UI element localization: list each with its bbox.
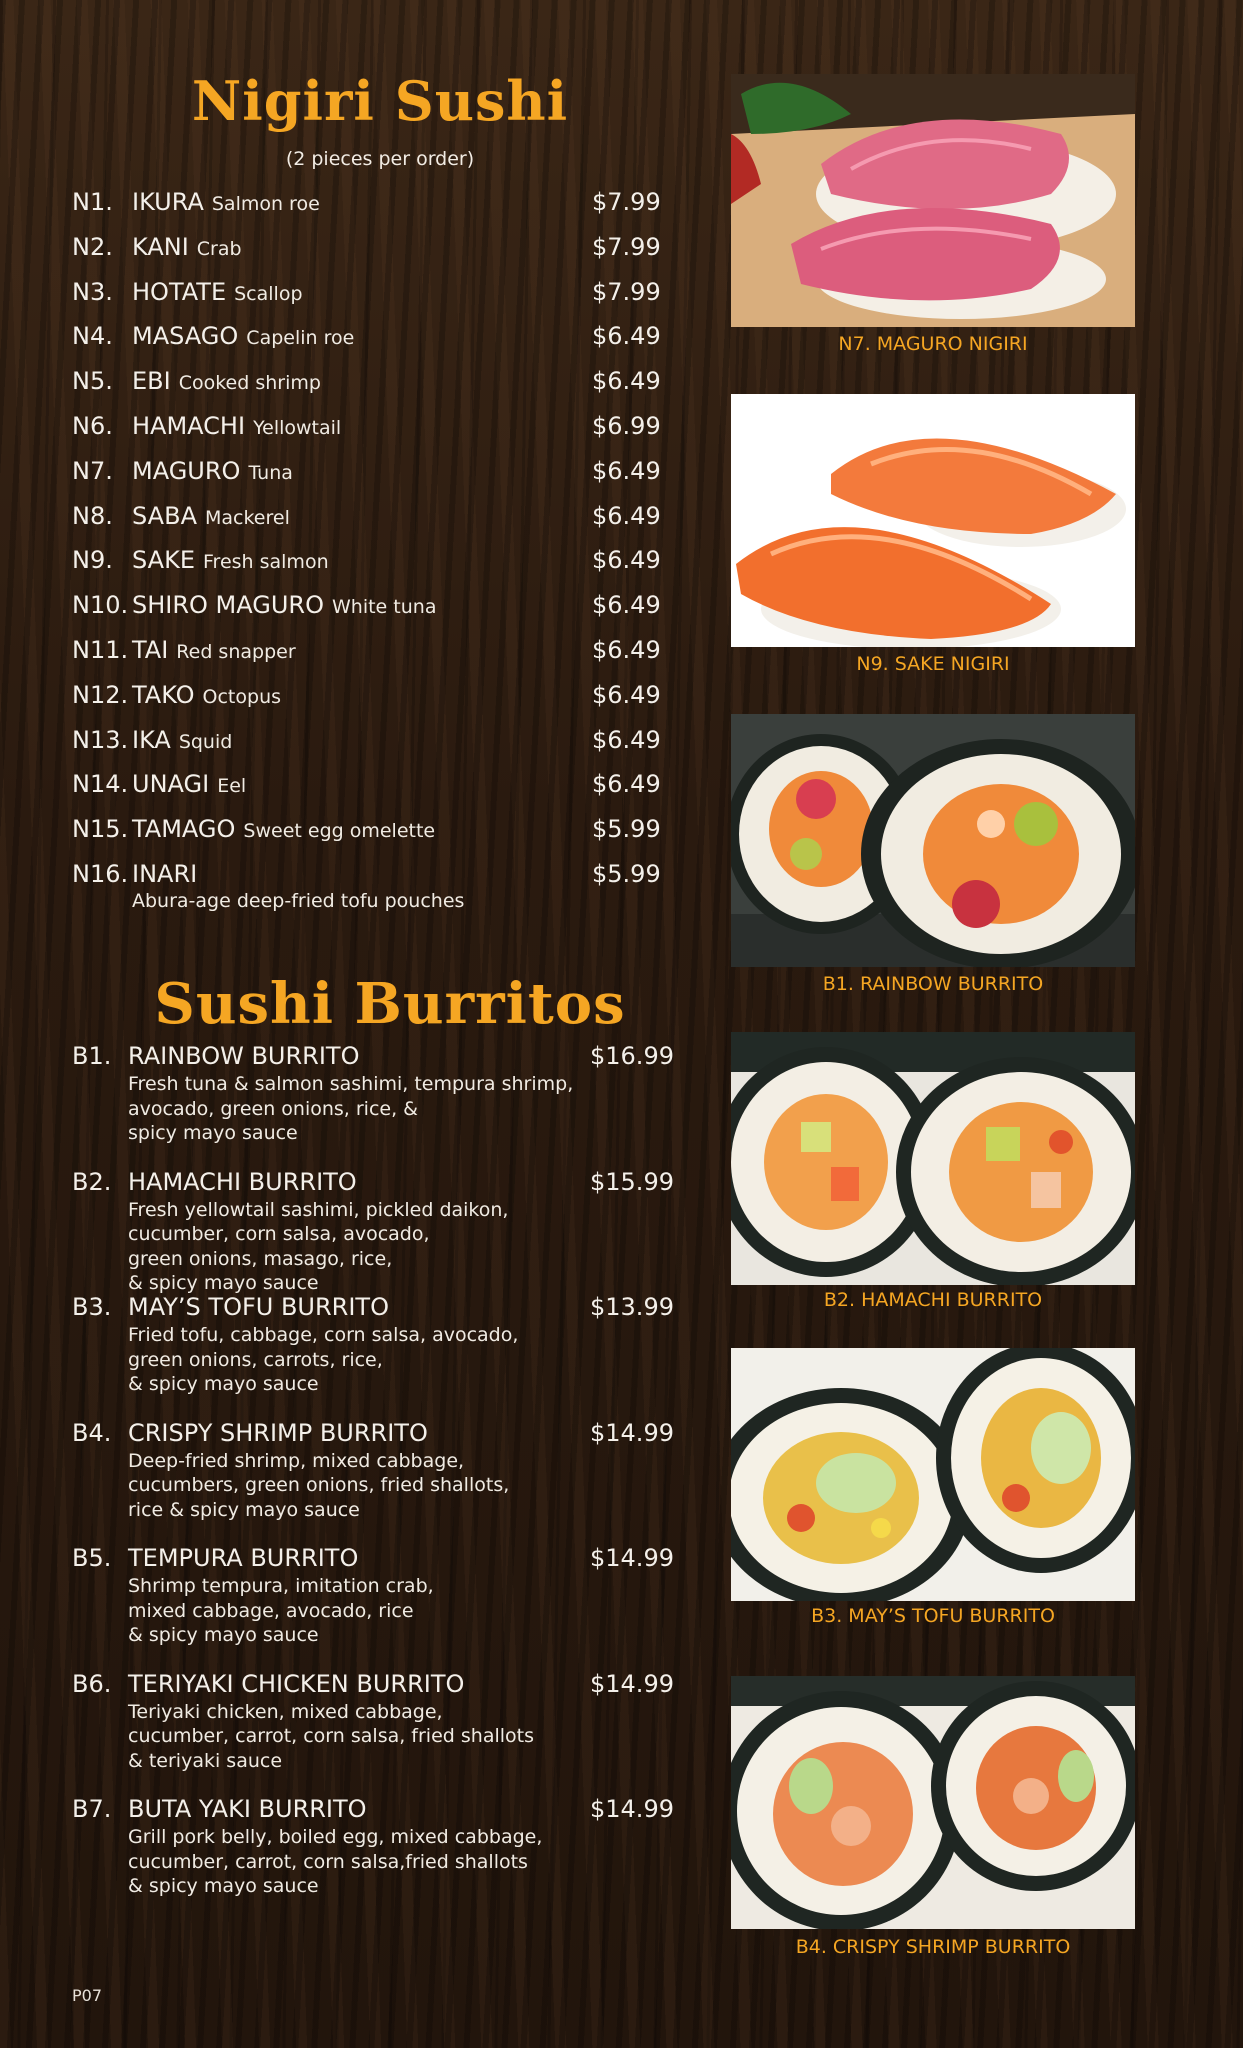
- item-description-secondary: Abura-age deep-fried tofu pouches: [132, 889, 465, 912]
- item-code: N8.: [72, 501, 113, 530]
- nigiri-item: [72, 634, 672, 679]
- item-description: Tuna: [248, 461, 293, 484]
- item-description: [128, 1574, 588, 1648]
- description-line: & spicy mayo sauce: [128, 1373, 319, 1395]
- rainbow-burrito-image: [731, 714, 1135, 967]
- photo-caption: N7. MAGURO NIGIRI: [838, 333, 1028, 355]
- item-name: MAY’S TOFU BURRITO: [128, 1293, 389, 1321]
- description-line: cucumbers, green onions, fried shallots,: [128, 1474, 510, 1496]
- item-price: $14.99: [590, 1669, 674, 1698]
- description-line: green onions, carrots, rice,: [128, 1348, 383, 1371]
- item-code: N5.: [72, 367, 113, 396]
- item-code: N7.: [72, 456, 113, 485]
- item-price: $16.99: [590, 1042, 674, 1070]
- item-price: $7.99: [592, 277, 661, 306]
- item-price: $5.99: [592, 859, 661, 888]
- item-description: Capelin roe: [246, 327, 355, 350]
- item-name-text: SAKE: [132, 546, 195, 575]
- photo-caption: B4. CRISPY SHRIMP BURRITO: [795, 1936, 1071, 1958]
- burrito-section-title: Sushi Burritos: [154, 971, 626, 1037]
- description-line: avocado, green onions, rice, &: [128, 1097, 418, 1120]
- item-name: BUTA YAKI BURRITO: [128, 1795, 367, 1823]
- description-line: Deep-fried shrimp, mixed cabbage,: [128, 1449, 465, 1472]
- item-code: B2.: [72, 1167, 112, 1196]
- nigiri-item: [72, 724, 672, 769]
- description-line: spicy mayo sauce: [128, 1122, 298, 1144]
- photo-caption: B1. RAINBOW BURRITO: [822, 973, 1044, 995]
- item-price: $6.49: [592, 770, 661, 799]
- item-name-text: HAMACHI: [132, 411, 246, 440]
- hamachi-burrito-image: [731, 1032, 1135, 1285]
- item-description: Octopus: [202, 685, 282, 708]
- item-name: [132, 726, 232, 754]
- item-code: N1.: [72, 188, 113, 216]
- description-line: & spicy mayo sauce: [128, 1624, 319, 1646]
- item-price: $6.99: [592, 411, 661, 440]
- nigiri-item: [72, 768, 672, 813]
- item-code: N10.: [72, 591, 129, 620]
- photo-caption: B2. HAMACHI BURRITO: [823, 1289, 1043, 1311]
- page-number: P07: [72, 1986, 103, 2005]
- item-name-text: IKA: [132, 725, 171, 754]
- description-line: mixed cabbage, avocado, rice: [128, 1599, 414, 1622]
- nigiri-item: [72, 186, 672, 231]
- item-price: $14.99: [590, 1795, 674, 1823]
- item-description: Crab: [196, 237, 242, 260]
- item-name: [132, 502, 290, 530]
- item-name-text: TAMAGO: [132, 815, 236, 844]
- item-name: [132, 681, 281, 709]
- item-code: N3.: [72, 277, 113, 306]
- item-description: Yellowtail: [253, 416, 342, 439]
- item-description: [128, 1323, 588, 1397]
- item-description: [128, 1198, 588, 1296]
- nigiri-item: [72, 365, 672, 410]
- description-line: cucumber, corn salsa, avocado,: [128, 1223, 430, 1245]
- item-description: White tuna: [332, 596, 437, 619]
- burrito-list: [72, 1042, 692, 1921]
- item-description: Cooked shrimp: [178, 372, 321, 395]
- item-name-text: EBI: [132, 367, 171, 396]
- description-line: & spicy mayo sauce: [128, 1875, 319, 1897]
- nigiri-subtitle: (2 pieces per order): [285, 148, 475, 170]
- item-description: Sweet egg omelette: [243, 820, 436, 843]
- item-description: [128, 1449, 588, 1523]
- photo-crispy-shrimp-burrito: [731, 1676, 1135, 1929]
- item-name: [132, 457, 293, 485]
- tofu-burrito-image: [731, 1348, 1135, 1601]
- item-price: $6.49: [592, 456, 661, 485]
- item-name-text: TAI: [132, 635, 169, 664]
- item-name-text: MASAGO: [132, 322, 239, 351]
- item-price: $14.99: [590, 1418, 674, 1447]
- item-name: [132, 322, 354, 350]
- photo-hamachi-burrito: [731, 1032, 1135, 1285]
- description-line: Fresh yellowtail sashimi, pickled daikon,: [128, 1198, 509, 1221]
- description-line: Shrimp tempura, imitation crab,: [128, 1575, 434, 1597]
- item-price: $6.49: [592, 591, 661, 620]
- burrito-item: [72, 1293, 692, 1419]
- item-name: [132, 636, 296, 664]
- burrito-item: [72, 1670, 692, 1796]
- item-name: [132, 770, 246, 798]
- item-code: N15.: [72, 815, 129, 844]
- item-price: $5.99: [592, 815, 661, 844]
- item-code: N13.: [72, 725, 129, 754]
- item-code: N16.: [72, 859, 129, 888]
- item-name-text: HOTATE: [132, 277, 227, 306]
- nigiri-item: [72, 544, 672, 589]
- description-line: & teriyaki sauce: [128, 1749, 283, 1772]
- item-name: [132, 815, 435, 843]
- item-description: Fresh salmon: [203, 551, 329, 574]
- item-name: HAMACHI BURRITO: [128, 1167, 357, 1196]
- item-description: [128, 1825, 588, 1899]
- description-line: green onions, masago, rice,: [128, 1247, 393, 1270]
- burrito-item: [72, 1168, 692, 1294]
- photo-mays-tofu-burrito: [731, 1348, 1135, 1601]
- photo-sake-nigiri: [731, 394, 1135, 647]
- description-line: Grill pork belly, boiled egg, mixed cabbage,: [128, 1826, 543, 1848]
- item-code: B7.: [72, 1795, 112, 1823]
- maguro-nigiri-image: [731, 74, 1135, 327]
- item-name: TERIYAKI CHICKEN BURRITO: [128, 1669, 465, 1698]
- item-description: Squid: [178, 730, 233, 753]
- item-price: $6.49: [592, 501, 661, 530]
- item-price: $6.49: [592, 367, 661, 396]
- item-name: [132, 860, 205, 888]
- nigiri-item: [72, 679, 672, 724]
- item-name-text: IKURA: [132, 188, 204, 216]
- item-price: $7.99: [592, 232, 661, 261]
- item-price: $13.99: [590, 1293, 674, 1321]
- item-code: N2.: [72, 232, 113, 261]
- item-code: N11.: [72, 635, 129, 664]
- item-code: B5.: [72, 1544, 112, 1572]
- burrito-item: [72, 1042, 692, 1168]
- item-price: $6.49: [592, 322, 661, 351]
- item-name: CRISPY SHRIMP BURRITO: [128, 1418, 428, 1447]
- description-line: Fresh tuna & salmon sashimi, tempura shrimp,: [128, 1073, 574, 1095]
- nigiri-item: [72, 455, 672, 500]
- item-description: Scallop: [234, 282, 303, 305]
- shrimp-burrito-image: [731, 1676, 1135, 1929]
- item-name-text: SHIRO MAGURO: [132, 591, 324, 620]
- item-code: N14.: [72, 770, 129, 799]
- item-name: [132, 546, 329, 574]
- photo-maguro-nigiri: [731, 74, 1135, 327]
- description-line: cucumber, carrot, corn salsa,fried shallots: [128, 1850, 528, 1873]
- item-price: $7.99: [592, 188, 661, 216]
- item-code: B3.: [72, 1293, 112, 1321]
- item-code: B1.: [72, 1042, 112, 1070]
- photo-caption: B3. MAY’S TOFU BURRITO: [811, 1605, 1055, 1627]
- item-name-text: SABA: [132, 501, 197, 530]
- item-name: [132, 367, 321, 395]
- nigiri-item: [72, 276, 672, 321]
- item-description: Eel: [217, 775, 247, 798]
- description-line: Teriyaki chicken, mixed cabbage,: [128, 1700, 443, 1723]
- item-name: [132, 412, 341, 440]
- photo-caption: N9. SAKE NIGIRI: [856, 653, 1010, 675]
- item-price: $6.49: [592, 725, 661, 754]
- item-price: $6.49: [592, 546, 661, 575]
- nigiri-item: [72, 410, 672, 455]
- nigiri-list: [72, 186, 672, 912]
- description-line: & spicy mayo sauce: [128, 1272, 319, 1294]
- description-line: cucumber, carrot, corn salsa, fried shallots: [128, 1725, 534, 1747]
- item-name: RAINBOW BURRITO: [128, 1042, 360, 1070]
- photo-rainbow-burrito: [731, 714, 1135, 967]
- item-name-text: KANI: [132, 232, 189, 261]
- description-line: Fried tofu, cabbage, corn salsa, avocado,: [128, 1324, 519, 1346]
- item-code: B6.: [72, 1669, 112, 1698]
- nigiri-item: [72, 589, 672, 634]
- item-price: $6.49: [592, 635, 661, 664]
- item-name-text: TAKO: [132, 680, 195, 709]
- item-code: N9.: [72, 546, 113, 575]
- item-price: $14.99: [590, 1544, 674, 1572]
- item-code: B4.: [72, 1418, 112, 1447]
- item-price: $15.99: [590, 1167, 674, 1196]
- item-name: TEMPURA BURRITO: [128, 1544, 359, 1572]
- description-line: rice & spicy mayo sauce: [128, 1498, 360, 1521]
- item-code: N12.: [72, 680, 129, 709]
- item-description: [128, 1072, 588, 1146]
- item-description: Mackerel: [204, 506, 290, 529]
- nigiri-item: [72, 858, 672, 912]
- item-name-text: UNAGI: [132, 770, 210, 799]
- burrito-item: [72, 1419, 692, 1545]
- nigiri-item: [72, 231, 672, 276]
- item-name: [132, 188, 320, 216]
- burrito-item: [72, 1795, 692, 1921]
- item-code: N4.: [72, 322, 113, 351]
- item-price: $6.49: [592, 680, 661, 709]
- item-name-text: INARI: [132, 859, 198, 888]
- item-description: Red snapper: [176, 640, 296, 663]
- nigiri-item: [72, 320, 672, 365]
- item-description: Salmon roe: [211, 193, 320, 215]
- burrito-item: [72, 1544, 692, 1670]
- item-code: N6.: [72, 411, 113, 440]
- sake-nigiri-image: [731, 394, 1135, 647]
- nigiri-section-title: Nigiri Sushi: [191, 69, 569, 133]
- nigiri-item: [72, 813, 672, 858]
- item-description: [128, 1700, 588, 1774]
- item-name: [132, 233, 242, 261]
- item-name: [132, 278, 303, 306]
- item-name: [132, 591, 436, 619]
- item-name-text: MAGURO: [132, 456, 241, 485]
- nigiri-item: [72, 500, 672, 545]
